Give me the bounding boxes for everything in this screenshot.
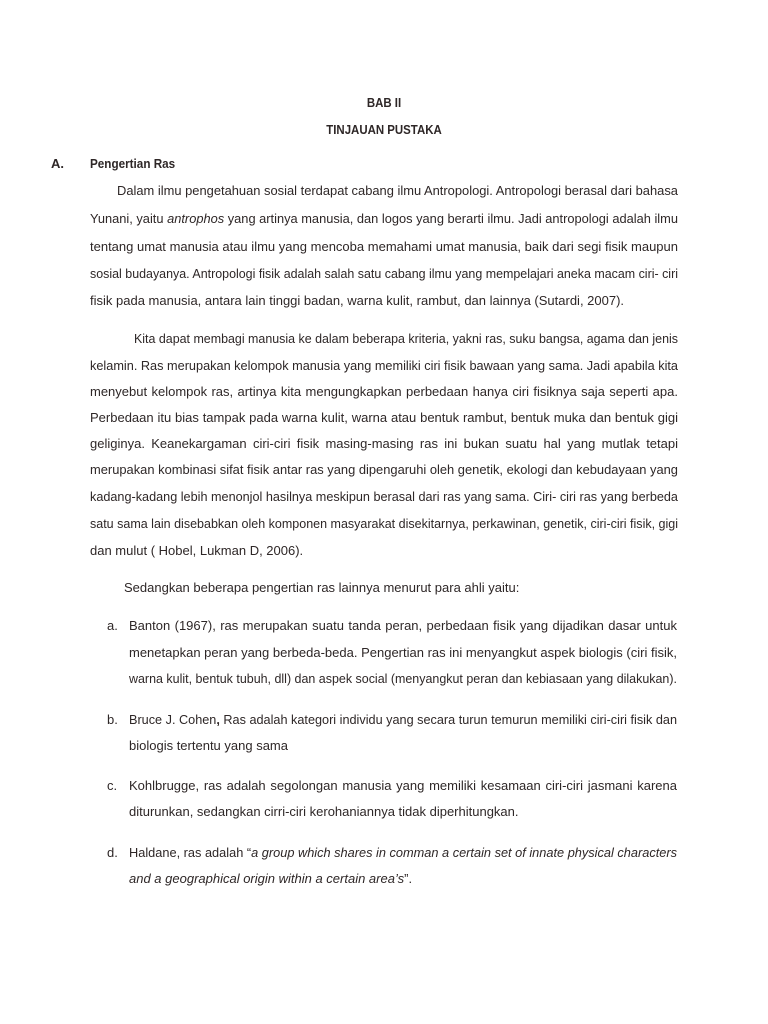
paragraph-line: tentang umat manusia atau ilmu yang mencoba memahami umat manusia, baik dari segi fisik maupun [90, 239, 678, 254]
text-run: Haldane, ras adalah “ [129, 845, 252, 860]
bold-comma: , [216, 712, 220, 727]
paragraph-line [90, 210, 678, 228]
paragraph-line: Perbedaan itu bias tampak pada warna kulit, warna atau bentuk rambut, bentuk muka dan bentuk gigi [90, 410, 678, 425]
paragraph-line: Dalam ilmu pengetahuan sosial terdapat cabang ilmu Antropologi. Antropologi berasal dari bahasa [117, 183, 678, 198]
list-item-line: Banton (1967), ras merupakan suatu tanda peran, perbedaan fisik yang dijadikan dasar untuk [129, 618, 677, 633]
paragraph-line: geliginya. Keanekargaman ciri-ciri fisik masing-masing ras ini bukan suatu hal yang mutlak tetapi [90, 436, 678, 451]
paragraph-3: Sedangkan beberapa pengertian ras lainnya menurut para ahli yaitu: [124, 580, 520, 595]
list-item-letter: c. [107, 778, 118, 793]
italic-term: antrophos [167, 211, 225, 226]
text-run: ”. [404, 871, 413, 886]
list-item-line: menetapkan peran yang berbeda-beda. Pengertian ras ini menyangkut aspek biologis (ciri fisik, [129, 645, 677, 660]
list-item-letter: a. [107, 618, 118, 633]
list-item-line [129, 844, 678, 862]
paragraph-line: menyebut kelompok ras, artinya kita mengungkapkan perbedaan hanya ciri fisiknya saja seperti apa. [90, 384, 678, 399]
paragraph-line: satu sama lain disebabkan oleh komponen masyarakat disekitarnya, perkawinan, genetik, ciri-ciri fisik, gigi [90, 516, 679, 531]
chapter-subtitle: TINJAUAN PUSTAKA [326, 122, 442, 137]
italic-quote: a group which shares in comman a certain set of innate physical characters [251, 845, 678, 860]
list-item-line: warna kulit, bentuk tubuh, dll) dan aspek social (menyangkut peran dan kebiasaan yang dilakukan). [129, 671, 677, 686]
paragraph-line: kadang-kadang lebih menonjol hasilnya meskipun berasal dari ras yang sama. Ciri- ciri ras yang berbeda [90, 489, 678, 504]
text-run: Ras adalah kategori individu yang secara turun temurun memiliki ciri-ciri fisik dan [219, 712, 677, 727]
paragraph-line: dan mulut ( Hobel, Lukman D, 2006). [90, 543, 304, 558]
list-item-line: diturunkan, sedangkan cirri-ciri kerohaniannya tidak diperhitungkan. [129, 804, 519, 819]
list-item-line: Kohlbrugge, ras adalah segolongan manusia yang memiliki kesamaan ciri-ciri jasmani karena [129, 778, 677, 793]
italic-quote: and a geographical origin within a certain area’s [129, 871, 405, 886]
paragraph-line: kelamin. Ras merupakan kelompok manusia yang memiliki ciri fisik bawaan yang sama. Jadi apabila kita [90, 358, 679, 373]
list-item-letter: d. [107, 845, 118, 860]
list-item-letter: b. [107, 712, 118, 727]
paragraph-line: fisik pada manusia, antara lain tinggi badan, warna kulit, rambut, dan lainnya (Sutardi, 2007). [90, 293, 625, 308]
chapter-heading: BAB II [366, 95, 402, 110]
paragraph-line: Kita dapat membagi manusia ke dalam beberapa kriteria, yakni ras, suku bangsa, agama dan jenis [134, 331, 678, 346]
paragraph-line: merupakan kombinasi sifat fisik antar ras yang dipengaruhi oleh genetik, ekologi dan kebudayaan yang [90, 462, 678, 477]
section-letter: A. [51, 156, 64, 171]
text-run: yang artinya manusia, dan logos yang berarti ilmu. Jadi antropologi adalah ilmu [224, 211, 678, 226]
text-run: Yunani, yaitu [90, 211, 168, 226]
section-title: Pengertian Ras [90, 156, 176, 171]
list-item-line [129, 870, 677, 888]
paragraph-line: sosial budayanya. Antropologi fisik adalah salah satu cabang ilmu yang mempelajari aneka macam ciri- ciri [90, 266, 678, 281]
text-run: Bruce J. Cohen [129, 712, 217, 727]
list-item-line: biologis tertentu yang sama [129, 738, 288, 753]
list-item-line [129, 711, 677, 729]
